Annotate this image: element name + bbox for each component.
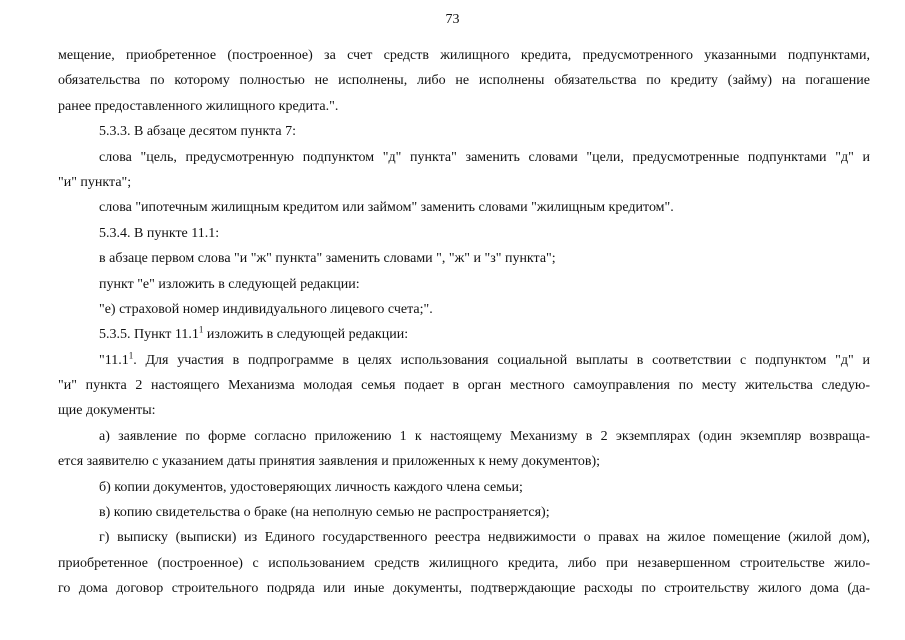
text-line: "е) страховой номер индивидуального лицевого счета;". <box>99 301 433 317</box>
text-line: "и" пункта"; <box>58 174 132 190</box>
text-fragment: . Для участия в подпрограмме в целях использования социальной выплаты в соответствии с подпунктом "д" и <box>133 352 870 368</box>
text-fragment: изложить в следующей редакции: <box>203 327 409 343</box>
text-fragment: "11.1 <box>99 352 129 368</box>
text-line: слова "ипотечным жилищным кредитом или займом" заменить словами "жилищным кредитом". <box>99 200 674 216</box>
text-line: ется заявителю с указанием даты принятия заявления и приложенных к нему документов); <box>58 454 601 470</box>
text-line: щие документы: <box>58 403 156 419</box>
superscript: 1 <box>128 350 134 361</box>
list-item: г) выписку (выписки) из Единого государственного реестра недвижимости о правах на жилое помещение (жилой дом), <box>99 530 870 546</box>
list-item: а) заявление по форме согласно приложению 1 к настоящему Механизму в 2 экземплярах (один экземпляр возвраща- <box>99 428 870 444</box>
list-item: б) копии документов, удостоверяющих личность каждого члена семьи; <box>99 479 523 495</box>
text-line: "и" пункта 2 настоящего Механизма молодая семья подает в орган местного самоуправления по месту жительства следую- <box>58 378 870 394</box>
text-fragment: 5.3.5. Пункт 11.1 <box>99 327 199 343</box>
text-line: мещение, приобретенное (построенное) за счет средств жилищного кредита, предусмотренного указанными подпунктами, <box>58 48 870 63</box>
text-line: пункт "е" изложить в следующей редакции: <box>99 276 360 292</box>
text-line: го дома договор строительного подряда или иные документы, подтверждающие расходы по строительству жилого дома (да- <box>58 581 870 597</box>
text-line: ранее предоставленного жилищного кредита.". <box>58 98 339 114</box>
document-body <box>58 43 870 602</box>
superscript: 1 <box>198 324 204 335</box>
text-line: приобретенное (построенное) с использованием средств жилищного кредита, либо при незавершенном строительстве жило- <box>58 555 870 571</box>
section-heading: 5.3.4. В пункте 11.1: <box>99 225 220 241</box>
text-line <box>58 348 870 373</box>
section-heading <box>58 322 870 347</box>
text-line: слова "цель, предусмотренную подпунктом "д" пункта" заменить словами "цели, предусмотренные подпунктами "д" и <box>99 149 870 165</box>
list-item: в) копию свидетельства о браке (на неполную семью не распространяется); <box>99 505 550 521</box>
text-line: в абзаце первом слова "и "ж" пункта" заменить словами ", "ж" и "з" пункта"; <box>99 251 556 267</box>
text-line: обязательства по которому полностью не исполнены, либо не исполнены обязательства по кредиту (займу) на погашение <box>58 73 870 89</box>
page-number: 73 <box>445 12 460 27</box>
section-heading: 5.3.3. В абзаце десятом пункта 7: <box>99 124 296 140</box>
